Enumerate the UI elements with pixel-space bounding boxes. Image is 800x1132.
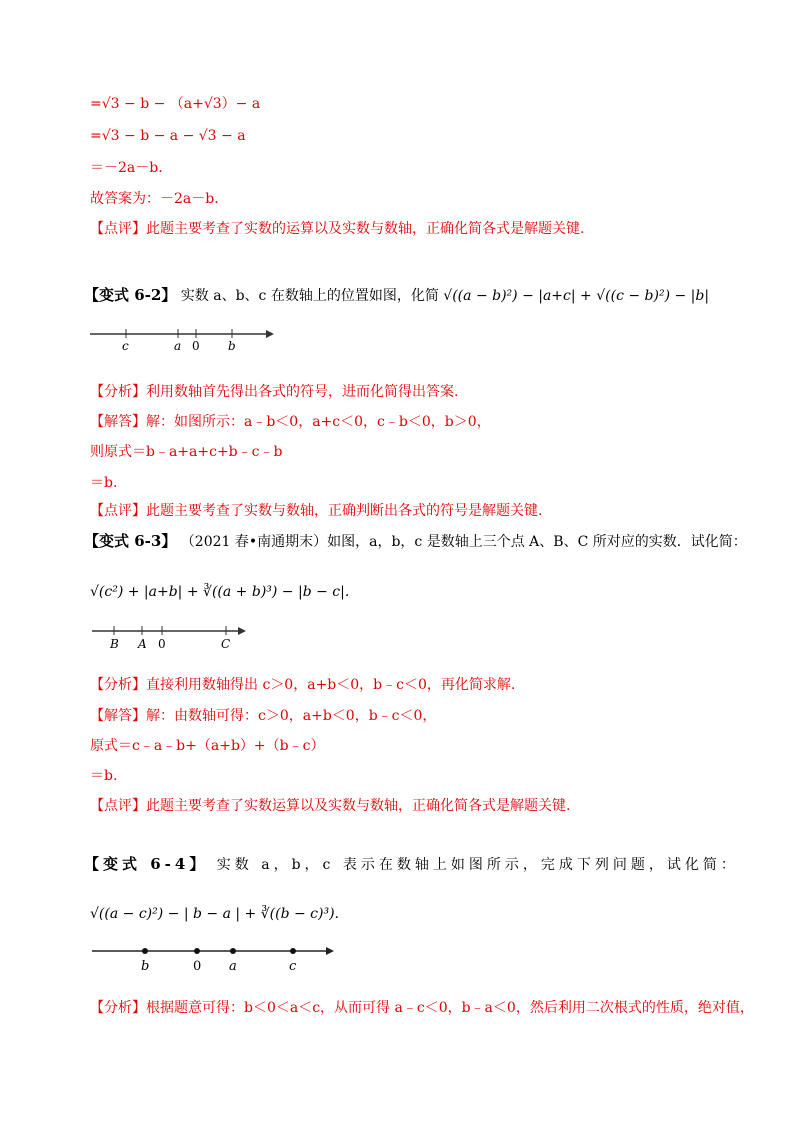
variant-6-2-text: 实数 a、b、c 在数轴上的位置如图，化简 bbox=[180, 288, 439, 304]
axis-label-c: c bbox=[289, 959, 297, 974]
axis-label-A: A bbox=[138, 637, 147, 651]
variant-6-3-analysis: 【分析】直接利用数轴得出 c＞0，a+b＜0，b﹣c＜0，再化简求解. bbox=[90, 677, 516, 693]
variant-6-2-question bbox=[84, 285, 709, 306]
variant-6-4-number-line bbox=[90, 944, 335, 974]
prev-solution-comment: 【点评】此题主要考查了实数的运算以及实数与数轴，正确化简各式是解题关键. bbox=[90, 221, 585, 237]
axis-label-zero: 0 bbox=[192, 339, 200, 352]
variant-6-2-expression: √((a − b)²) − |a+c| + √((c − b)²) − |b| bbox=[443, 288, 710, 304]
variant-6-3-comment: 【点评】此题主要考查了实数运算以及实数与数轴，正确化简各式是解题关键. bbox=[90, 798, 571, 814]
prev-solution-line-4: 故答案为：－2a－b. bbox=[90, 191, 219, 207]
variant-6-4-expression: √((a − c)²) − | b − a | + ∛((b − c)³). bbox=[90, 906, 339, 922]
prev-solution-line-2: =√3 − b − a − √3 − a bbox=[90, 128, 246, 144]
variant-6-2-analysis: 【分析】利用数轴首先得出各式的符号，进而化简得出答案. bbox=[90, 384, 459, 400]
axis-label-B: B bbox=[110, 637, 119, 651]
axis-label-a: a bbox=[174, 339, 182, 352]
variant-6-3-step-1: 原式＝c﹣a﹣b+（a+b）+（b﹣c） bbox=[90, 738, 325, 754]
axis-label-a: a bbox=[229, 959, 237, 974]
variant-6-3-expression: √(c²) + |a+b| + ∛((a + b)³) − |b − c|. bbox=[90, 584, 350, 600]
variant-6-4-analysis: 【分析】根据题意可得：b＜0＜a＜c，从而可得 a﹣c＜0，b﹣a＜0，然后利用二次根式的性质，绝对值， bbox=[90, 1000, 754, 1016]
prev-solution-line-3: ＝－2a－b. bbox=[90, 160, 163, 176]
variant-6-3-question bbox=[84, 531, 747, 552]
variant-6-3-step-2: ＝b. bbox=[90, 768, 118, 784]
variant-6-4-text: 实数 a，b，c 表示在数轴上如图所示，完成下列问题，试化简： bbox=[216, 857, 739, 873]
variant-6-4-header: 【变式 6-4】 bbox=[84, 855, 209, 873]
variant-6-2-comment: 【点评】此题主要考查了实数与数轴，正确判断出各式的符号是解题关键. bbox=[90, 503, 543, 519]
axis-label-b: b bbox=[141, 959, 150, 974]
variant-6-2-number-line bbox=[88, 326, 278, 352]
variant-6-4-question bbox=[84, 854, 739, 875]
variant-6-2-header: 【变式 6-2】 bbox=[84, 286, 177, 304]
variant-6-3-text: （2021 春•南通期末）如图，a，b，c 是数轴上三个点 A、B、C 所对应的实数．试化简： bbox=[180, 534, 747, 550]
variant-6-3-number-line bbox=[90, 624, 250, 652]
variant-6-2-answer: 【解答】解：如图所示：a﹣b＜0，a+c＜0，c﹣b＜0，b＞0， bbox=[90, 414, 491, 430]
axis-label-zero: 0 bbox=[193, 959, 202, 974]
axis-label-b: b bbox=[228, 339, 236, 352]
axis-label-c: c bbox=[122, 339, 129, 352]
variant-6-2-step-2: ＝b. bbox=[90, 475, 118, 491]
axis-label-zero: 0 bbox=[158, 637, 166, 651]
axis-label-C: C bbox=[221, 637, 231, 651]
variant-6-3-answer: 【解答】解：由数轴可得：c＞0，a+b＜0，b﹣c＜0， bbox=[90, 708, 437, 724]
variant-6-3-header: 【变式 6-3】 bbox=[84, 532, 177, 550]
variant-6-2-step-1: 则原式＝b﹣a+a+c+b﹣c﹣b bbox=[90, 444, 283, 460]
prev-solution-line-1: =√3 − b − （a+√3）− a bbox=[90, 96, 261, 112]
